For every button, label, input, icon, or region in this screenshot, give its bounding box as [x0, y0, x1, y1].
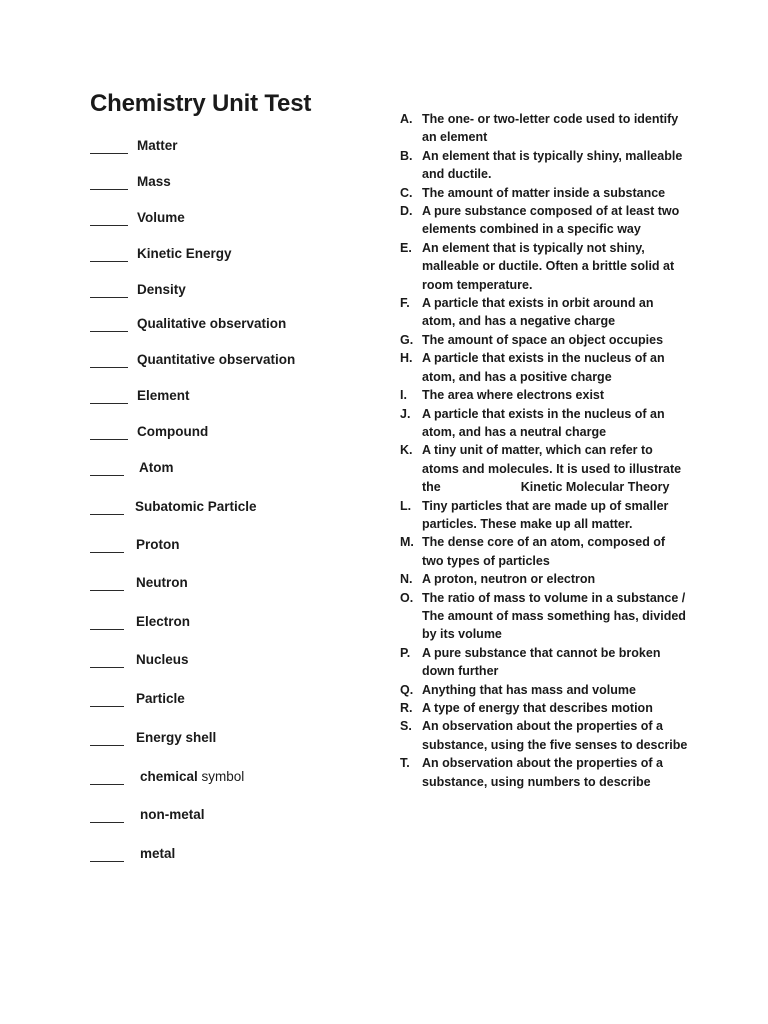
term-suffix: symbol [197, 769, 245, 784]
term-row [0, 459, 400, 477]
term-label [137, 209, 185, 227]
term-text: Qualitative observation [137, 316, 287, 331]
definition-letter: E. [400, 240, 412, 255]
definition-item [400, 239, 690, 294]
term-label [137, 387, 190, 405]
definition-body: A pure substance that cannot be broken down further [422, 645, 661, 679]
term-row [0, 173, 400, 191]
definition-body-end: Kinetic Molecular Theory [520, 480, 670, 495]
definition-text [422, 497, 690, 534]
definition-body: A particle that exists in orbit around an atom, and has a negative charge [422, 296, 654, 329]
definition-letter: S. [400, 719, 412, 734]
definition-text [422, 239, 690, 294]
term-row [0, 315, 400, 333]
answer-blank[interactable] [90, 733, 124, 746]
term-text: chemical [140, 769, 198, 784]
answer-blank[interactable] [90, 540, 124, 553]
term-row [0, 281, 400, 299]
definition-body: Anything that has mass and volume [422, 682, 636, 697]
definition-text [422, 699, 690, 717]
term-row [0, 498, 400, 516]
definition-text [422, 386, 690, 404]
definition-item [400, 110, 690, 147]
answer-blank[interactable] [90, 617, 124, 630]
term-label [136, 651, 189, 669]
term-row [0, 137, 400, 155]
definition-item [400, 202, 690, 239]
term-text: Mass [137, 174, 171, 189]
definition-letter: F. [400, 296, 410, 311]
definition-text [422, 754, 690, 791]
term-row [0, 729, 400, 747]
definition-item [400, 441, 690, 496]
definition-text [422, 184, 690, 202]
answer-blank[interactable] [90, 249, 128, 262]
definition-item [400, 644, 690, 681]
definition-body: The dense core of an atom, composed of two types of particles [422, 535, 666, 568]
definition-text [422, 202, 690, 239]
definition-text [422, 405, 690, 442]
term-label [136, 574, 188, 592]
definition-item [400, 294, 690, 331]
definition-body: The ratio of mass to volume in a substance / The amount of mass something has, divided by its volume [422, 590, 686, 642]
answer-blank[interactable] [90, 463, 124, 476]
term-row [0, 574, 400, 592]
answer-blank[interactable] [90, 694, 124, 707]
answer-blank[interactable] [90, 355, 128, 368]
term-text: Volume [137, 210, 185, 225]
answer-blank[interactable] [90, 810, 124, 823]
answer-blank[interactable] [90, 177, 128, 190]
answer-blank[interactable] [90, 141, 128, 154]
definition-item [400, 589, 690, 644]
term-text: Electron [136, 614, 191, 629]
term-label [136, 729, 216, 747]
term-label [137, 281, 186, 299]
definition-body: A particle that exists in the nucleus of an atom, and has a neutral charge [422, 406, 665, 439]
definition-body: An observation about the properties of a substance, using the five senses to describe [422, 719, 688, 752]
definition-letter: B. [400, 148, 413, 163]
term-row [0, 613, 400, 631]
term-row [0, 690, 400, 708]
definition-body: A pure substance composed of at least two elements combined in a specific way [422, 204, 680, 237]
term-label [137, 351, 295, 369]
answer-blank[interactable] [90, 213, 128, 226]
definition-letter: K. [400, 443, 413, 458]
term-text: Matter [137, 138, 178, 153]
definition-item [400, 754, 690, 791]
definition-body: Tiny particles that are made up of smaller particles. These make up all matter. [422, 498, 669, 531]
definition-body: A tiny unit of matter, which can refer to atoms and molecules. It is used to illustrate the [422, 443, 682, 495]
definition-letter: H. [400, 351, 413, 366]
answer-blank[interactable] [90, 427, 128, 440]
definition-letter: T. [400, 756, 410, 771]
definition-letter: A. [400, 112, 413, 126]
definition-item [400, 717, 690, 754]
term-row [0, 245, 400, 263]
term-label [136, 613, 190, 631]
definition-letter: N. [400, 572, 413, 587]
term-text: Neutron [136, 575, 188, 590]
term-text: Element [137, 388, 190, 403]
definition-body: A type of energy that describes motion [422, 701, 653, 715]
answer-blank[interactable] [90, 319, 128, 332]
definition-letter: O. [400, 590, 414, 605]
term-label [137, 315, 286, 333]
definition-body: The one- or two-letter code used to identify an element [422, 112, 679, 145]
answer-blank[interactable] [90, 502, 124, 515]
definition-body: The amount of matter inside a substance [422, 185, 666, 200]
term-row [0, 387, 400, 405]
term-text: Subatomic Particle [135, 499, 257, 514]
definition-text [422, 349, 690, 386]
term-label [140, 806, 205, 824]
definition-item [400, 386, 690, 404]
definition-item [400, 699, 690, 717]
answer-blank[interactable] [90, 285, 128, 298]
term-label [137, 137, 178, 155]
definition-body: The amount of space an object occupies [422, 332, 664, 347]
definition-text [422, 110, 690, 147]
term-row [0, 806, 400, 824]
definition-text [422, 533, 690, 570]
definition-body: The area where electrons exist [422, 388, 605, 403]
term-label [139, 459, 174, 477]
term-label [136, 690, 185, 708]
term-text: non-metal [140, 807, 205, 822]
term-row [0, 209, 400, 227]
definition-letter: J. [400, 406, 411, 421]
definition-item [400, 405, 690, 442]
term-text: Proton [136, 537, 180, 552]
page-title: Chemistry Unit Test [90, 90, 312, 117]
term-row [0, 536, 400, 554]
definition-text [422, 717, 690, 754]
definition-letter: R. [400, 701, 413, 715]
definition-letter: D. [400, 204, 413, 219]
term-row [0, 651, 400, 669]
definition-body: An element that is typically shiny, malleable and ductile. [422, 148, 683, 182]
definition-letter: C. [400, 185, 413, 200]
term-row [0, 423, 400, 441]
term-text: Nucleus [136, 652, 189, 667]
term-text: Energy shell [136, 730, 217, 745]
term-text: Atom [139, 460, 174, 475]
term-text: Compound [137, 424, 209, 439]
definition-item [400, 184, 690, 202]
term-text: metal [140, 846, 176, 861]
term-label [136, 536, 180, 554]
term-label [137, 423, 208, 441]
definition-text [422, 681, 690, 699]
term-row [0, 845, 400, 863]
definition-body: A particle that exists in the nucleus of an atom, and has a positive charge [422, 351, 665, 384]
answer-blank[interactable] [90, 849, 124, 862]
term-text: Density [137, 282, 186, 297]
definitions-column [400, 110, 690, 791]
definition-text [422, 570, 690, 588]
definition-item [400, 570, 690, 588]
answer-blank[interactable] [90, 391, 128, 404]
answer-blank[interactable] [90, 655, 124, 668]
definition-text [422, 441, 690, 496]
definition-letter: P. [400, 645, 411, 660]
definition-letter: L. [400, 498, 412, 513]
definition-item [400, 533, 690, 570]
definition-item [400, 497, 690, 534]
term-text: Kinetic Energy [137, 246, 232, 261]
definition-text [422, 589, 690, 644]
definition-body: A proton, neutron or electron [422, 572, 596, 587]
term-label [140, 845, 175, 863]
term-row [0, 768, 400, 786]
term-label [140, 768, 244, 786]
term-label [137, 245, 232, 263]
definition-body: An observation about the properties of a substance, using numbers to describe [422, 756, 663, 789]
definition-letter: M. [400, 535, 414, 550]
definition-item [400, 349, 690, 386]
definition-letter: Q. [400, 682, 414, 697]
definition-item [400, 681, 690, 699]
definition-item [400, 147, 690, 184]
definition-text [422, 331, 690, 349]
definition-letter: I. [400, 388, 407, 403]
definition-item [400, 331, 690, 349]
term-label [135, 498, 257, 516]
term-label [137, 173, 171, 191]
definition-text [422, 294, 690, 331]
term-text: Quantitative observation [137, 352, 296, 367]
definition-letter: G. [400, 332, 414, 347]
answer-blank[interactable] [90, 578, 124, 591]
answer-blank[interactable] [90, 772, 124, 785]
term-row [0, 351, 400, 369]
definition-body: An element that is typically not shiny, malleable or ductile. Often a brittle solid at room temperature. [422, 240, 675, 292]
definition-text [422, 644, 690, 681]
term-text: Particle [136, 691, 185, 706]
definition-text [422, 147, 690, 184]
